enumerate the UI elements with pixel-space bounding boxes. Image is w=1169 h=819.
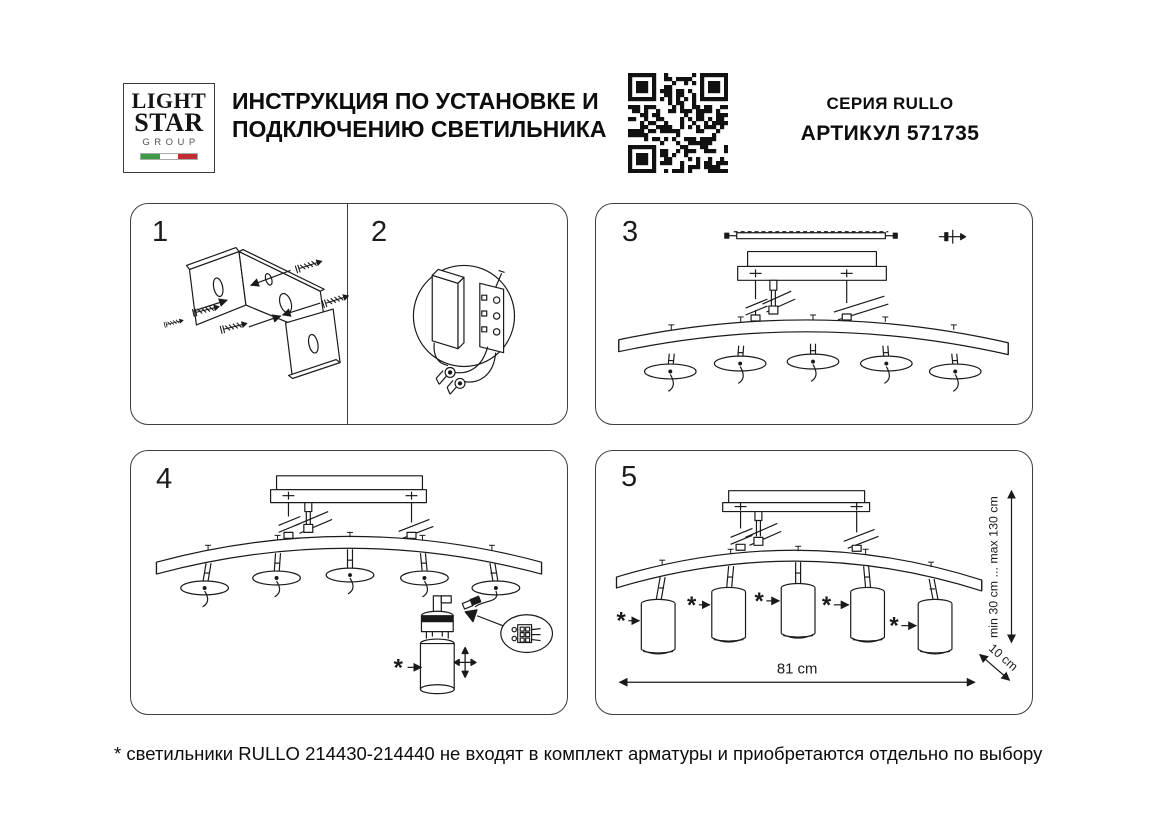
panel-box-5: [595, 450, 1033, 715]
title-line-2: ПОДКЛЮЧЕНИЮ СВЕТИЛЬНИКА: [232, 116, 607, 142]
panel-2-number: 2: [371, 216, 388, 248]
asterisk-mark: *: [686, 591, 697, 619]
panel-4-number: 4: [156, 463, 173, 495]
flag-red: [178, 154, 197, 159]
logo-star-text: STAR: [134, 108, 204, 137]
panel-box-1-2: [130, 203, 568, 425]
panel-3-diagram: [596, 204, 1032, 424]
panel-5-number: 5: [621, 461, 638, 493]
asterisk-mark: *: [889, 612, 899, 640]
dimension-depth-label: 10 cm: [985, 641, 1021, 674]
product-info: [788, 94, 992, 146]
panel-2-diagram: [131, 204, 567, 424]
qr-code-image: [628, 73, 728, 173]
page-title: [232, 87, 606, 143]
italy-flag: [140, 153, 198, 160]
panel-5-diagram: [596, 451, 1032, 714]
title-line-1: ИНСТРУКЦИЯ ПО УСТАНОВКЕ И: [232, 88, 599, 114]
asterisk-mark: *: [754, 587, 764, 615]
flag-green: [141, 154, 160, 159]
panel-1-number: 1: [152, 216, 169, 248]
asterisk-mark: *: [616, 607, 626, 635]
article-label: АРТИКУЛ 571735: [800, 122, 980, 145]
flag-white: [160, 154, 179, 159]
panel-3-number: 3: [622, 216, 639, 248]
logo-light-text: LIGHT: [131, 88, 207, 113]
lightstar-logo: [123, 83, 215, 173]
asterisk-mark: *: [393, 654, 403, 682]
series-label: СЕРИЯ RULLO: [826, 94, 954, 113]
asterisk-mark: *: [821, 591, 832, 619]
dimension-width-label: 81 cm: [776, 661, 818, 678]
logo-group-text: GROUP: [142, 137, 200, 148]
footnote: * светильники RULLO 214430-214440 не входят в комплект арматуры и приобретаются отдельно по выбору: [114, 743, 1043, 764]
panel-box-4: [130, 450, 568, 715]
panel-box-3: [595, 203, 1033, 425]
qr-code: [628, 73, 728, 173]
move-icon: [454, 648, 476, 678]
dimension-height-label: min 30 cm ... max 130 cm: [986, 496, 1001, 639]
screw-icon: [939, 230, 966, 244]
panel-4-diagram: [131, 451, 567, 714]
